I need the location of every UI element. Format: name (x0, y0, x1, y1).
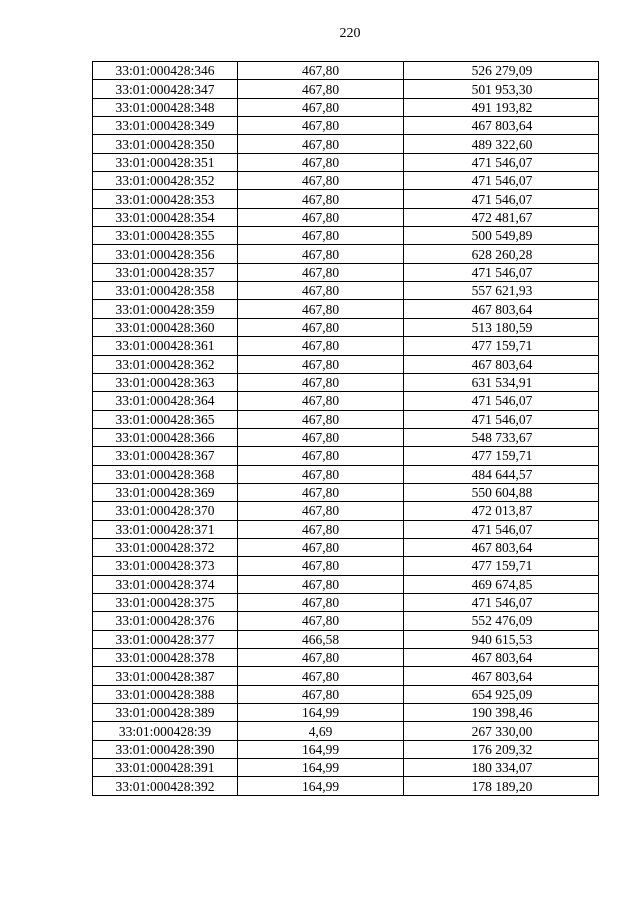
table-row (93, 759, 599, 777)
area-cell: 467,80 (238, 337, 404, 355)
cadastral-number-cell: 33:01:000428:367 (93, 447, 238, 465)
area-cell: 467,80 (238, 300, 404, 318)
cadastral-number-cell: 33:01:000428:365 (93, 410, 238, 428)
table-row (93, 520, 599, 538)
cadastral-number-cell: 33:01:000428:357 (93, 263, 238, 281)
table-row (93, 355, 599, 373)
table-row (93, 612, 599, 630)
value-cell: 654 925,09 (404, 685, 599, 703)
value-cell: 471 546,07 (404, 410, 599, 428)
cadastral-number-cell: 33:01:000428:392 (93, 777, 238, 795)
cadastral-number-cell: 33:01:000428:389 (93, 704, 238, 722)
value-cell: 467 803,64 (404, 649, 599, 667)
value-cell: 513 180,59 (404, 318, 599, 336)
value-cell: 471 546,07 (404, 593, 599, 611)
cadastral-number-cell: 33:01:000428:359 (93, 300, 238, 318)
value-cell: 628 260,28 (404, 245, 599, 263)
cadastral-number-cell: 33:01:000428:377 (93, 630, 238, 648)
cadastral-number-cell: 33:01:000428:358 (93, 282, 238, 300)
value-cell: 477 159,71 (404, 337, 599, 355)
value-cell: 526 279,09 (404, 62, 599, 80)
value-cell: 500 549,89 (404, 227, 599, 245)
area-cell: 467,80 (238, 465, 404, 483)
area-cell: 467,80 (238, 685, 404, 703)
value-cell: 472 013,87 (404, 502, 599, 520)
table-row (93, 722, 599, 740)
cadastral-number-cell: 33:01:000428:347 (93, 80, 238, 98)
table-row (93, 538, 599, 556)
area-cell: 467,80 (238, 318, 404, 336)
value-cell: 557 621,93 (404, 282, 599, 300)
table-row (93, 649, 599, 667)
area-cell: 467,80 (238, 227, 404, 245)
cadastral-number-cell: 33:01:000428:354 (93, 208, 238, 226)
area-cell: 467,80 (238, 483, 404, 501)
value-cell: 190 398,46 (404, 704, 599, 722)
cadastral-number-cell: 33:01:000428:366 (93, 428, 238, 446)
area-cell: 467,80 (238, 373, 404, 391)
area-cell: 164,99 (238, 777, 404, 795)
area-cell: 467,80 (238, 667, 404, 685)
area-cell: 467,80 (238, 557, 404, 575)
table-row (93, 704, 599, 722)
table-row (93, 557, 599, 575)
table-row (93, 117, 599, 135)
value-cell: 940 615,53 (404, 630, 599, 648)
cadastral-number-cell: 33:01:000428:353 (93, 190, 238, 208)
value-cell: 471 546,07 (404, 520, 599, 538)
value-cell: 501 953,30 (404, 80, 599, 98)
area-cell: 467,80 (238, 263, 404, 281)
value-cell: 467 803,64 (404, 667, 599, 685)
table-row (93, 575, 599, 593)
value-cell: 176 209,32 (404, 740, 599, 758)
value-cell: 472 481,67 (404, 208, 599, 226)
table-row (93, 190, 599, 208)
area-cell: 467,80 (238, 612, 404, 630)
area-cell: 467,80 (238, 135, 404, 153)
cadastral-number-cell: 33:01:000428:375 (93, 593, 238, 611)
value-cell: 471 546,07 (404, 172, 599, 190)
data-table (92, 61, 599, 796)
value-cell: 548 733,67 (404, 428, 599, 446)
table-row (93, 447, 599, 465)
area-cell: 467,80 (238, 447, 404, 465)
table-row (93, 337, 599, 355)
table-row (93, 208, 599, 226)
value-cell: 471 546,07 (404, 263, 599, 281)
area-cell: 467,80 (238, 428, 404, 446)
area-cell: 467,80 (238, 410, 404, 428)
cadastral-number-cell: 33:01:000428:39 (93, 722, 238, 740)
area-cell: 467,80 (238, 575, 404, 593)
table-row (93, 593, 599, 611)
cadastral-number-cell: 33:01:000428:346 (93, 62, 238, 80)
cadastral-number-cell: 33:01:000428:390 (93, 740, 238, 758)
value-cell: 484 644,57 (404, 465, 599, 483)
area-cell: 467,80 (238, 245, 404, 263)
cadastral-number-cell: 33:01:000428:360 (93, 318, 238, 336)
cadastral-number-cell: 33:01:000428:387 (93, 667, 238, 685)
value-cell: 267 330,00 (404, 722, 599, 740)
cadastral-number-cell: 33:01:000428:361 (93, 337, 238, 355)
cadastral-number-cell: 33:01:000428:363 (93, 373, 238, 391)
table-row (93, 282, 599, 300)
table-row (93, 172, 599, 190)
area-cell: 467,80 (238, 62, 404, 80)
table-row (93, 62, 599, 80)
table-row (93, 318, 599, 336)
area-cell: 467,80 (238, 282, 404, 300)
table-row (93, 428, 599, 446)
cadastral-number-cell: 33:01:000428:350 (93, 135, 238, 153)
area-cell: 4,69 (238, 722, 404, 740)
area-cell: 467,80 (238, 520, 404, 538)
table-row (93, 685, 599, 703)
area-cell: 164,99 (238, 740, 404, 758)
value-cell: 477 159,71 (404, 447, 599, 465)
table-row (93, 135, 599, 153)
value-cell: 550 604,88 (404, 483, 599, 501)
area-cell: 467,80 (238, 117, 404, 135)
cadastral-number-cell: 33:01:000428:362 (93, 355, 238, 373)
area-cell: 466,58 (238, 630, 404, 648)
value-cell: 467 803,64 (404, 355, 599, 373)
value-cell: 477 159,71 (404, 557, 599, 575)
table-row (93, 263, 599, 281)
value-cell: 471 546,07 (404, 190, 599, 208)
value-cell: 467 803,64 (404, 117, 599, 135)
table-row (93, 392, 599, 410)
cadastral-number-cell: 33:01:000428:348 (93, 98, 238, 116)
area-cell: 164,99 (238, 704, 404, 722)
area-cell: 467,80 (238, 172, 404, 190)
cadastral-number-cell: 33:01:000428:372 (93, 538, 238, 556)
cadastral-number-cell: 33:01:000428:374 (93, 575, 238, 593)
table-row (93, 740, 599, 758)
area-cell: 467,80 (238, 153, 404, 171)
value-cell: 552 476,09 (404, 612, 599, 630)
table-row (93, 777, 599, 795)
value-cell: 467 803,64 (404, 538, 599, 556)
cadastral-number-cell: 33:01:000428:352 (93, 172, 238, 190)
area-cell: 467,80 (238, 649, 404, 667)
cadastral-number-cell: 33:01:000428:355 (93, 227, 238, 245)
value-cell: 469 674,85 (404, 575, 599, 593)
area-cell: 164,99 (238, 759, 404, 777)
table-row (93, 153, 599, 171)
cadastral-number-cell: 33:01:000428:351 (93, 153, 238, 171)
value-cell: 489 322,60 (404, 135, 599, 153)
cadastral-number-cell: 33:01:000428:364 (93, 392, 238, 410)
area-cell: 467,80 (238, 392, 404, 410)
area-cell: 467,80 (238, 80, 404, 98)
value-cell: 467 803,64 (404, 300, 599, 318)
value-cell: 471 546,07 (404, 153, 599, 171)
cadastral-number-cell: 33:01:000428:388 (93, 685, 238, 703)
cadastral-number-cell: 33:01:000428:368 (93, 465, 238, 483)
cadastral-number-cell: 33:01:000428:371 (93, 520, 238, 538)
cadastral-number-cell: 33:01:000428:376 (93, 612, 238, 630)
area-cell: 467,80 (238, 355, 404, 373)
area-cell: 467,80 (238, 502, 404, 520)
table-row (93, 227, 599, 245)
table-row (93, 245, 599, 263)
table-row (93, 98, 599, 116)
table-row (93, 410, 599, 428)
table-row (93, 373, 599, 391)
table-row (93, 465, 599, 483)
table-body (93, 62, 599, 796)
page-number: 220 (339, 26, 361, 41)
table-row (93, 630, 599, 648)
table-row (93, 667, 599, 685)
cadastral-number-cell: 33:01:000428:370 (93, 502, 238, 520)
cadastral-number-cell: 33:01:000428:369 (93, 483, 238, 501)
cadastral-number-cell: 33:01:000428:373 (93, 557, 238, 575)
cadastral-number-cell: 33:01:000428:356 (93, 245, 238, 263)
cadastral-number-cell: 33:01:000428:378 (93, 649, 238, 667)
cadastral-number-cell: 33:01:000428:391 (93, 759, 238, 777)
value-cell: 471 546,07 (404, 392, 599, 410)
table-row (93, 80, 599, 98)
value-cell: 491 193,82 (404, 98, 599, 116)
table-row (93, 502, 599, 520)
table-row (93, 483, 599, 501)
table-row (93, 300, 599, 318)
cadastral-number-cell: 33:01:000428:349 (93, 117, 238, 135)
value-cell: 631 534,91 (404, 373, 599, 391)
area-cell: 467,80 (238, 208, 404, 226)
value-cell: 180 334,07 (404, 759, 599, 777)
area-cell: 467,80 (238, 538, 404, 556)
area-cell: 467,80 (238, 98, 404, 116)
value-cell: 178 189,20 (404, 777, 599, 795)
area-cell: 467,80 (238, 190, 404, 208)
area-cell: 467,80 (238, 593, 404, 611)
